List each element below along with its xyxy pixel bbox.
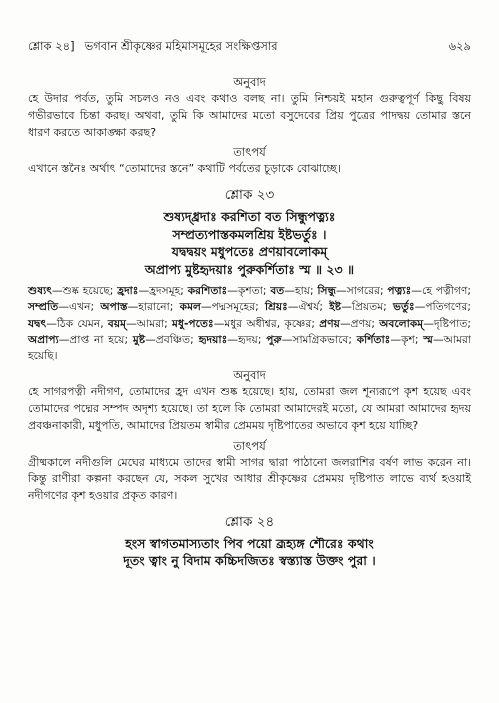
synonym-word: স্ম [423,332,433,346]
synonym-word: পত্ন্যঃ [387,284,412,298]
synonym-meaning: —হৃদয়; [227,332,267,346]
synonym-meaning: —পতিগণের; [414,300,471,314]
synonym-meaning: —ঐশ্বর্য; [287,300,330,314]
verse-23-line-1: শুষ্যদ্ধ্রদাঃ করশিতা বত সিন্ধুপত্ন্যঃ [163,209,336,225]
synonym-word: হৃদয়াঃ [198,332,228,346]
verse-23-line-2: সম্প্রত্যপাস্তকমলশ্রিয় ইষ্টভর্তুঃ । [172,226,327,242]
synonym-meaning: —হে পত্নীগণ; [411,284,472,298]
running-header [28,38,471,57]
translation-heading-2: অনুবাদ [233,368,266,383]
synonym-meaning: —শুষ্ক হয়েছে; [51,284,118,298]
synonym-word: করশিতাঃ [187,284,228,298]
synonym-word: অবলোকম্ [379,316,424,330]
synonym-word: পুরু [266,332,282,346]
synonym-meaning: —হ্রদসমূহ; [138,284,188,298]
verse-24-text [28,535,471,570]
verse-23-text [28,208,471,278]
synonym-word: সিন্ধু [317,284,337,298]
synonym-word: প্রণয় [319,316,340,330]
verse-24-line-2: দূতং ত্বাং নু বিদাম কচ্চিদজিতঃ স্বস্ত্যাস্ত উক্তং পুরা । [123,553,376,569]
purport-heading-2: তাৎপর্য [233,438,266,453]
synonym-word: শুষ্যৎ [28,284,52,298]
verse-24-line-1: হংস স্বাগতমাস্যতাং পিব পয়ো ব্রূহ্যঙ্গ শৌরেঃ কথাং [125,535,374,551]
purport-heading-1: তাৎপর্য [233,145,266,160]
synonym-word: মুষ্ট [132,332,146,346]
verse-23-synonyms [28,283,471,364]
synonym-word: সম্প্রতি [28,300,59,314]
purport-text-2: গ্রীষ্মকালে নদীগুলি মেঘের মাধ্যমে তাদের স্বামী সাগর দ্বারা পাঠানো জলরাশির বর্ষণ লাভ করেন না। কিন্তু রাণীরা কল্পনা করছেন যে, সকল সুখের আধার শ্রীকৃষ্ণের প্রেমময় দৃষ্টিপাত লাভে ব্যর্থ হওয়াই নদীগণের কৃশ হওয়ার প্রকৃত কারণ। [28,455,471,503]
translation-text-1: হে উদার পর্বত, তুমি সচলও নও এবং কথাও বলছ না। তুমি নিশ্চয়ই মহান গুরুত্বপূর্ণ কিছু বিষয় গভীরভাবে চিন্তা করছ। অথবা, তুমি কি আমাদের মতো বসুদেবের প্রিয় পুত্রের পাদদ্বয় তোমার স্তনে ধারণ করতে আকাঙ্ক্ষা করছ? [28,92,471,139]
synonym-word: কমল [179,300,201,314]
verse-23-heading: শ্লোক ২৩ [224,187,275,204]
synonym-meaning: —আমরা হয়েছি। [28,332,472,362]
synonym-meaning: —ঠিক যেমন, [46,316,108,330]
synonym-meaning: —আমরা; [126,316,173,330]
synonym-word: অপ্রাপ্য [28,332,59,346]
synonym-meaning: —প্রিয়তম; [341,300,394,314]
synonym-meaning: —দৃষ্টিপাত; [423,316,471,330]
translation-heading-1: অনুবাদ [233,75,266,89]
synonym-meaning: —পদ্মসমূহের; [200,300,266,314]
verse-23-line-4: অপ্রাপ্য মুষ্টহৃদয়াঃ পুরুকর্শিতাঃ স্ম ॥ ২৩ ॥ [144,261,355,277]
header-chapter-title: ভগবান শ্রীকৃষ্ণের মহিমাসমূহের সংক্ষিপ্তসার [84,39,278,53]
verse-24-heading: শ্লোক ২৪ [224,513,275,530]
synonym-meaning: —মধুর অধীশ্বর, কৃষ্ণের; [213,316,320,330]
synonym-word: শ্রিয়ঃ [265,300,288,314]
purport-text-1: এখানে স্তনৈঃ অর্থাৎ “তোমাদের স্তনে” কথাটি পর্বতের চূড়াকে বোঝাচ্ছে। [28,162,341,176]
synonym-word: যদ্বৎ [28,316,47,330]
header-verse-ref: শ্লোক ২৪] [28,39,75,53]
synonym-meaning: —এখন; [58,300,101,314]
synonym-word: হ্রদাঃ [117,284,139,298]
synonym-word: বয়ম্ [107,316,127,330]
synonym-meaning: —সাগরের; [336,284,388,298]
synonym-meaning: —হারানো; [127,300,180,314]
synonym-word: মধু-পতেঃ [172,316,214,330]
synonym-meaning: —প্রণয়; [339,316,380,330]
verse-23-line-3: যদ্বদ্বয়ং মধুপতেঃ প্রণয়াবলোকম্ [171,244,328,260]
translation-text-2: হে সাগরপত্নী নদীগণ, তোমাদের হ্রদ এখন শুষ্ক হয়েছে। হায়, তোমরা জল শূন্যরূপে কৃশ হয়েছ এবং তোমাদের পদ্মের সম্পদ অদৃশ্য হয়েছে। তা হলে কি তোমরা আমাদেরই মতো, যে আমরা আমাদের হৃদয় প্রবঞ্চনাকারী, মধুপতি, আমাদের প্রিয়তম স্বামীর প্রেমময় দৃষ্টিপাতের অভাবে কৃশ হয়ে যাচ্ছি? [28,385,471,432]
synonym-word: বত [270,284,285,298]
page-number: ৬২৯ [448,39,471,53]
synonym-meaning: —সামগ্রিকভাবে; [281,332,357,346]
synonym-word: ভর্তুঃ [393,300,415,314]
synonym-meaning: —হায়; [284,284,318,298]
synonym-meaning: —প্রাপ্ত না হয়ে; [58,332,133,346]
synonym-word: ইষ্ট [329,300,342,314]
synonym-meaning: —প্রবঞ্চিত; [145,332,199,346]
synonym-word: কর্শিতাঃ [356,332,391,346]
synonym-meaning: —কৃশতা; [227,284,271,298]
synonym-word: অপাস্ত [100,300,128,314]
synonym-meaning: —কৃশ; [390,332,424,346]
